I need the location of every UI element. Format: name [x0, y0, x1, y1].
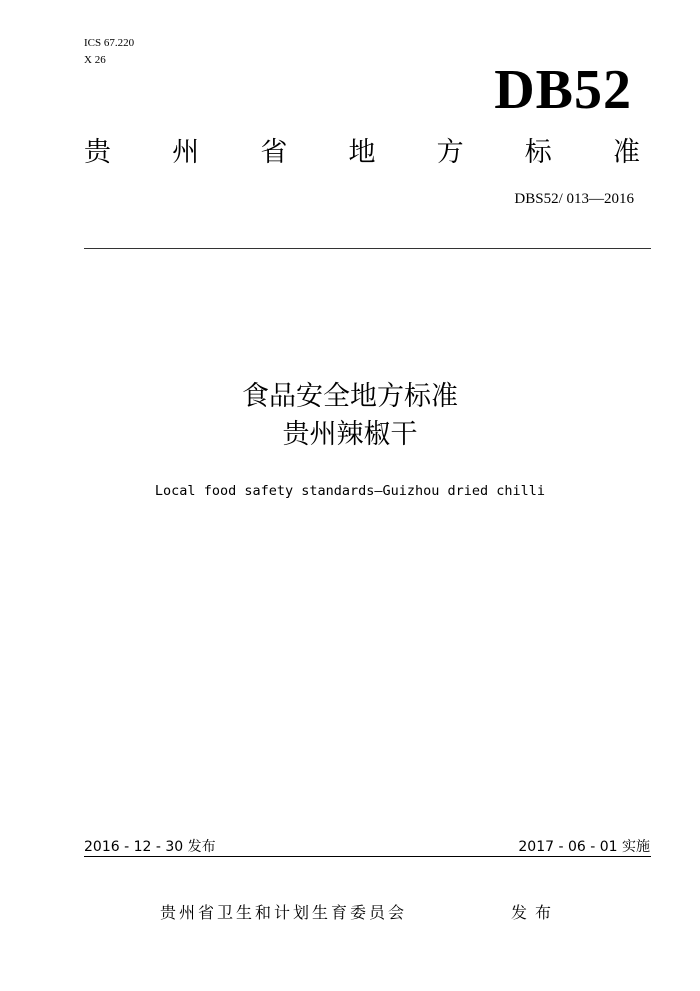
standard-kind-char: 方: [436, 137, 464, 168]
classification-code: X 26: [84, 54, 106, 66]
issuing-authority: 贵州省卫生和计划生育委员会: [160, 903, 408, 922]
standard-code: DBS52/ 013—2016: [514, 191, 634, 207]
issue-date: 2016 - 12 - 30 发布: [84, 839, 216, 855]
footer-divider: [84, 856, 651, 857]
standard-kind-char: 州: [172, 137, 200, 168]
standard-kind-char: 贵: [84, 137, 111, 168]
standard-kind-char: 准: [612, 137, 640, 168]
ics-code: ICS 67.220: [84, 37, 135, 49]
header-divider: [84, 248, 651, 249]
title-line-2: 贵州辣椒干: [282, 419, 418, 450]
english-title: Local food safety standards—Guizhou dried chilli: [154, 483, 546, 499]
title-line-1: 食品安全地方标准: [242, 381, 458, 412]
implement-date: 2017 - 06 - 01 实施: [518, 839, 650, 855]
standard-kind-char: 地: [348, 137, 376, 168]
standard-kind: [84, 136, 640, 170]
db-mark: DB52: [494, 59, 632, 121]
standard-kind-char: 标: [524, 137, 552, 168]
standard-kind-char: 省: [260, 137, 288, 168]
publish-label: 发布: [511, 903, 560, 922]
